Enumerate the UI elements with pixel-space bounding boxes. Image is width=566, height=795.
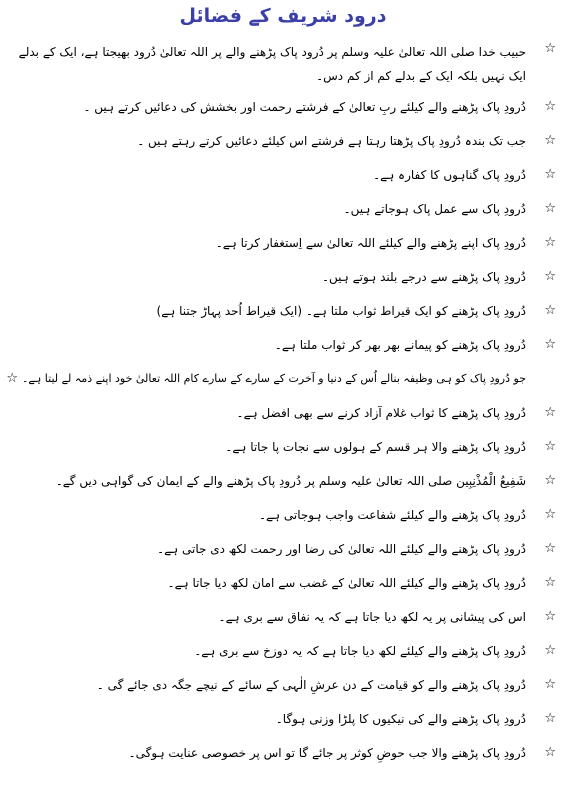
- list-item: ☆ دُرودِ پاک پڑھنے کا ثواب غلام آزاد کرنے سے بھی افضل ہے۔: [236, 405, 556, 420]
- list-item: ☆ دُرودِ پاک پڑھنے کو ایک قیراط ثواب ملتا ہے۔ (ایک قیراط اُحد پہاڑ جتنا ہے): [156, 303, 556, 318]
- virtues-list: [0, 40, 566, 774]
- list-item: ☆ دُرودِ پاک پڑھنے والے کیلئے لکھ دیا جاتا ہے کہ یہ دوزخ سے بری ہے۔: [194, 643, 556, 658]
- star-outline-icon: ☆: [544, 677, 556, 692]
- star-outline-icon: ☆: [544, 609, 556, 624]
- list-item: ☆ دُرودِ پاک پڑھنے والے کو قیامت کے دن عرشِ الٰہی کے سائے کے نیچے جگہ دی جائے گی ۔: [96, 677, 556, 692]
- list-item: ☆ اس کی پیشانی پر یہ لکھ دیا جاتا ہے کہ یہ نفاق سے بری ہے۔: [218, 609, 556, 624]
- star-outline-icon: ☆: [544, 473, 556, 488]
- list-item: ☆ دُرودِ پاک پڑھنے کو پیمانے بھر بھر کر ثواب ملتا ہے۔: [274, 337, 556, 352]
- list-item: ☆ دُرودِ پاک پڑھنے والے کیلئے اللہ تعالیٰ کے غضب سے امان لکھ دیا جاتا ہے۔: [167, 575, 556, 590]
- list-item: ☆ دُرودِ پاک پڑھنے والا ہر قسم کے ہولوں سے نجات پا جاتا ہے۔: [225, 439, 556, 454]
- star-outline-icon: ☆: [544, 405, 556, 420]
- star-outline-icon: ☆: [544, 201, 556, 216]
- list-item: ☆ دُرودِ پاک پڑھنے والے کیلئے شفاعت واجب ہوجاتی ہے۔: [258, 507, 556, 522]
- list-item: ☆ دُرودِ پاک گناہوں کا کفارہ ہے۔: [373, 167, 556, 182]
- star-outline-icon: ☆: [544, 643, 556, 658]
- star-outline-icon: ☆: [544, 99, 556, 114]
- star-outline-icon: ☆: [544, 133, 556, 148]
- list-item: ☆ دُرودِ پاک پڑھنے سے درجے بلند ہوتے ہیں۔: [322, 269, 556, 284]
- star-outline-icon: ☆: [544, 575, 556, 590]
- list-item: ☆ دُرودِ پاک اپنے پڑھنے والے کیلئے اللہ تعالیٰ سے اِستغفار کرتا ہے۔: [215, 235, 556, 250]
- list-item: ☆ دُرودِ پاک پڑھنے والا جب حوضِ کوثر پر جائے گا تو اس پر خصوصی عنایت ہوگی۔: [128, 745, 556, 760]
- star-outline-icon: ☆: [544, 41, 556, 56]
- list-item: ☆ جو دُرودِ پاک کو ہی وظیفہ بنالے اُس کے دنیا و آخرت کے سارے کے سارے کام اللہ تعالیٰ خود اپنے ذمہ لے لیتا ہے۔: [6, 371, 526, 386]
- star-outline-icon: ☆: [544, 167, 556, 182]
- list-item: ☆ شَفِیعُ الْمُذْنِبِین صلی اللہ تعالیٰ علیہ وسلم پر دُرودِ پاک پڑھنے والے کے ایمان کی گواہی دیں گے۔: [55, 473, 556, 488]
- star-outline-icon: ☆: [544, 745, 556, 760]
- star-outline-icon: ☆: [6, 371, 18, 386]
- star-outline-icon: ☆: [544, 337, 556, 352]
- list-item: ☆ دُرودِ پاک پڑھنے والے کی نیکیوں کا پلڑا وزنی ہوگا۔: [275, 711, 556, 726]
- star-outline-icon: ☆: [544, 507, 556, 522]
- list-item: ☆ دُرودِ پاک سے عمل پاک ہوجاتے ہیں۔: [343, 201, 556, 216]
- star-outline-icon: ☆: [544, 711, 556, 726]
- list-item: ☆ دُرودِ پاک پڑھنے والے کیلئے ربِ تعالیٰ کے فرشتے رحمت اور بخشش کی دعائیں کرتے ہیں ۔: [83, 99, 556, 114]
- list-item: ☆ دُرودِ پاک پڑھنے والے کیلئے اللہ تعالیٰ کی رضا اور رحمت لکھ دی جاتی ہے۔: [157, 541, 556, 556]
- list-item: ☆ جب تک بندہ دُرودِ پاک پڑھتا رہتا ہے فرشتے اس کیلئے دعائیں کرتے رہتے ہیں ۔: [137, 133, 556, 148]
- star-outline-icon: ☆: [544, 541, 556, 556]
- star-outline-icon: ☆: [544, 439, 556, 454]
- star-outline-icon: ☆: [544, 303, 556, 318]
- page-title: درود شریف کے فضائل: [179, 5, 387, 27]
- list-item: ☆ حبیب خدا صلی اللہ تعالیٰ علیہ وسلم پر دُرود پاک پڑھنے والے پر اللہ تعالیٰ دُرود بھیجتا ہے، ایک کے بدلے ایک نہیں بلکہ ایک کے بدلے کم از کم دس۔: [18, 41, 556, 83]
- star-outline-icon: ☆: [544, 269, 556, 284]
- star-outline-icon: ☆: [544, 235, 556, 250]
